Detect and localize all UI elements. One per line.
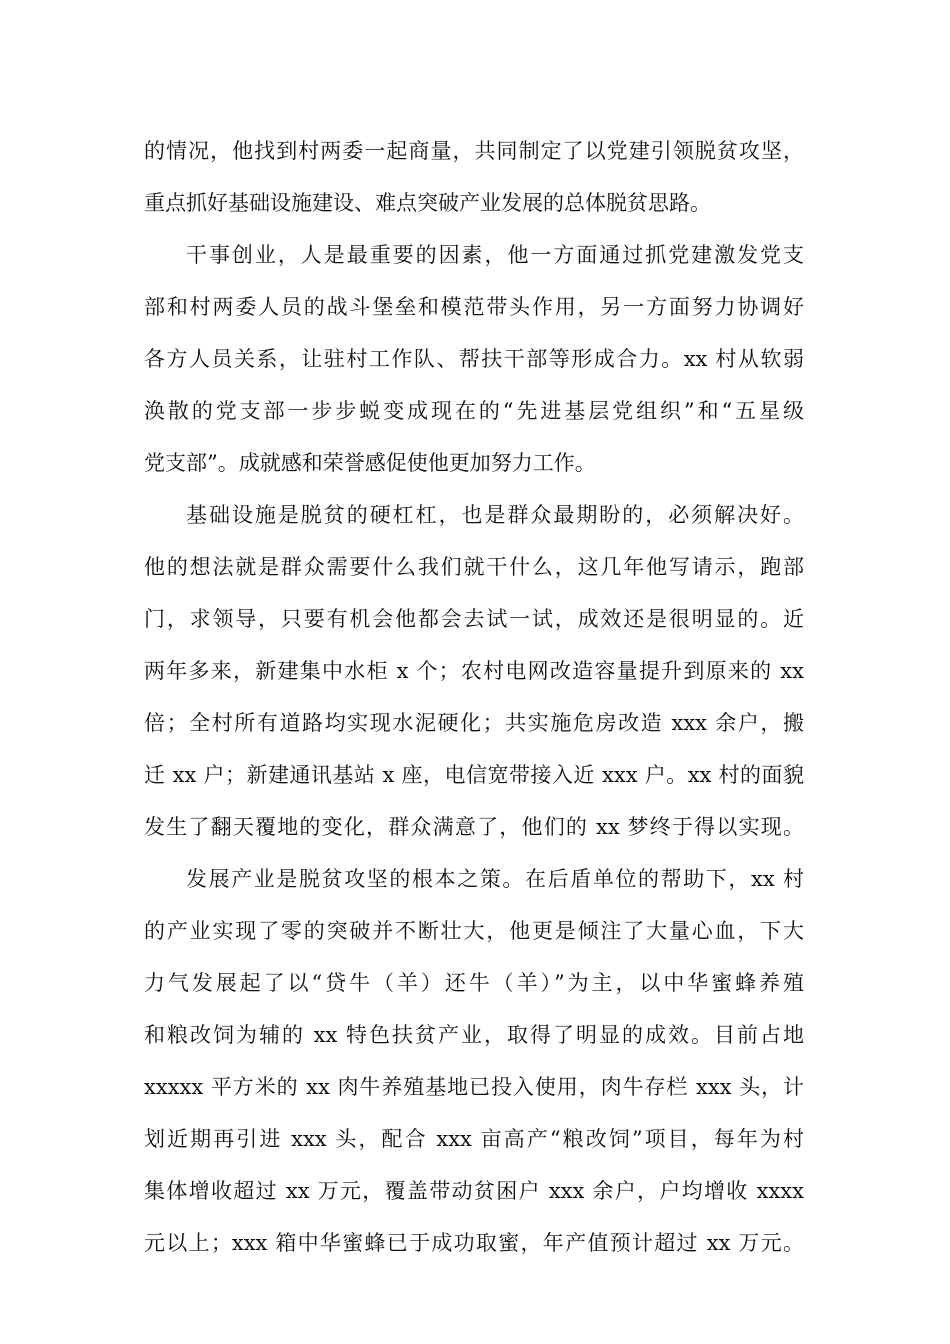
paragraph-line: 和粮改饲为辅的 xx 特色扶贫产业，取得了明显的成效。目前占地 [144,1023,804,1047]
paragraph-line: xxxxx 平方米的 xx 肉牛养殖基地已投入使用，肉牛存栏 xxx 头，计 [144,1075,804,1099]
paragraph-line: 的情况，他找到村两委一起商量，共同制定了以党建引领脱贫攻坚， [144,139,804,163]
paragraph-line: 两年多来，新建集中水柜 x 个；农村电网改造容量提升到原来的 xx [144,659,804,683]
paragraph-line: 划近期再引进 xxx 头，配合 xxx 亩高产“粮改饲”项目，每年为村 [144,1127,804,1151]
paragraph-line: 发展产业是脱贫攻坚的根本之策。在后盾单位的帮助下，xx 村 [186,867,804,891]
paragraph-line: 涣散的党支部一步步蜕变成现在的“先进基层党组织”和“五星级 [144,399,804,423]
paragraph-line: 各方人员关系，让驻村工作队、帮扶干部等形成合力。xx 村从软弱 [144,347,804,371]
paragraph-line: 党支部”。成就感和荣誉感促使他更加努力工作。 [144,451,596,475]
paragraph-line: 集体增收超过 xx 万元，覆盖带动贫困户 xxx 余户，户均增收 xxxx [144,1179,804,1203]
paragraph-line: 干事创业，人是最重要的因素，他一方面通过抓党建激发党支 [186,243,804,267]
paragraph-line: 他的想法就是群众需要什么我们就干什么，这几年他写请示，跑部 [144,555,804,579]
paragraph-line: 力气发展起了以“贷牛（羊）还牛（羊）”为主，以中华蜜蜂养殖 [144,971,804,995]
paragraph-line: 倍；全村所有道路均实现水泥硬化；共实施危房改造 xxx 余户，搬 [144,711,804,735]
paragraph-line: 部和村两委人员的战斗堡垒和模范带头作用，另一方面努力协调好 [144,295,804,319]
paragraph-line: 迁 xx 户；新建通讯基站 x 座，电信宽带接入近 xxx 户。xx 村的面貌 [144,763,804,787]
paragraph-line: 重点抓好基础设施建设、难点突破产业发展的总体脱贫思路。 [144,191,711,215]
document-body [144,125,804,1269]
paragraph-line: 发生了翻天覆地的变化，群众满意了，他们的 xx 梦终于得以实现。 [144,815,804,839]
paragraph-line: 的产业实现了零的突破并不断壮大，他更是倾注了大量心血，下大 [144,919,804,943]
paragraph-line: 元以上；xxx 箱中华蜜蜂已于成功取蜜，年产值预计超过 xx 万元。 [144,1231,804,1255]
paragraph-line: 基础设施是脱贫的硬杠杠，也是群众最期盼的，必须解决好。 [186,503,804,527]
paragraph-line: 门，求领导，只要有机会他都会去试一试，成效还是很明显的。近 [144,607,804,631]
